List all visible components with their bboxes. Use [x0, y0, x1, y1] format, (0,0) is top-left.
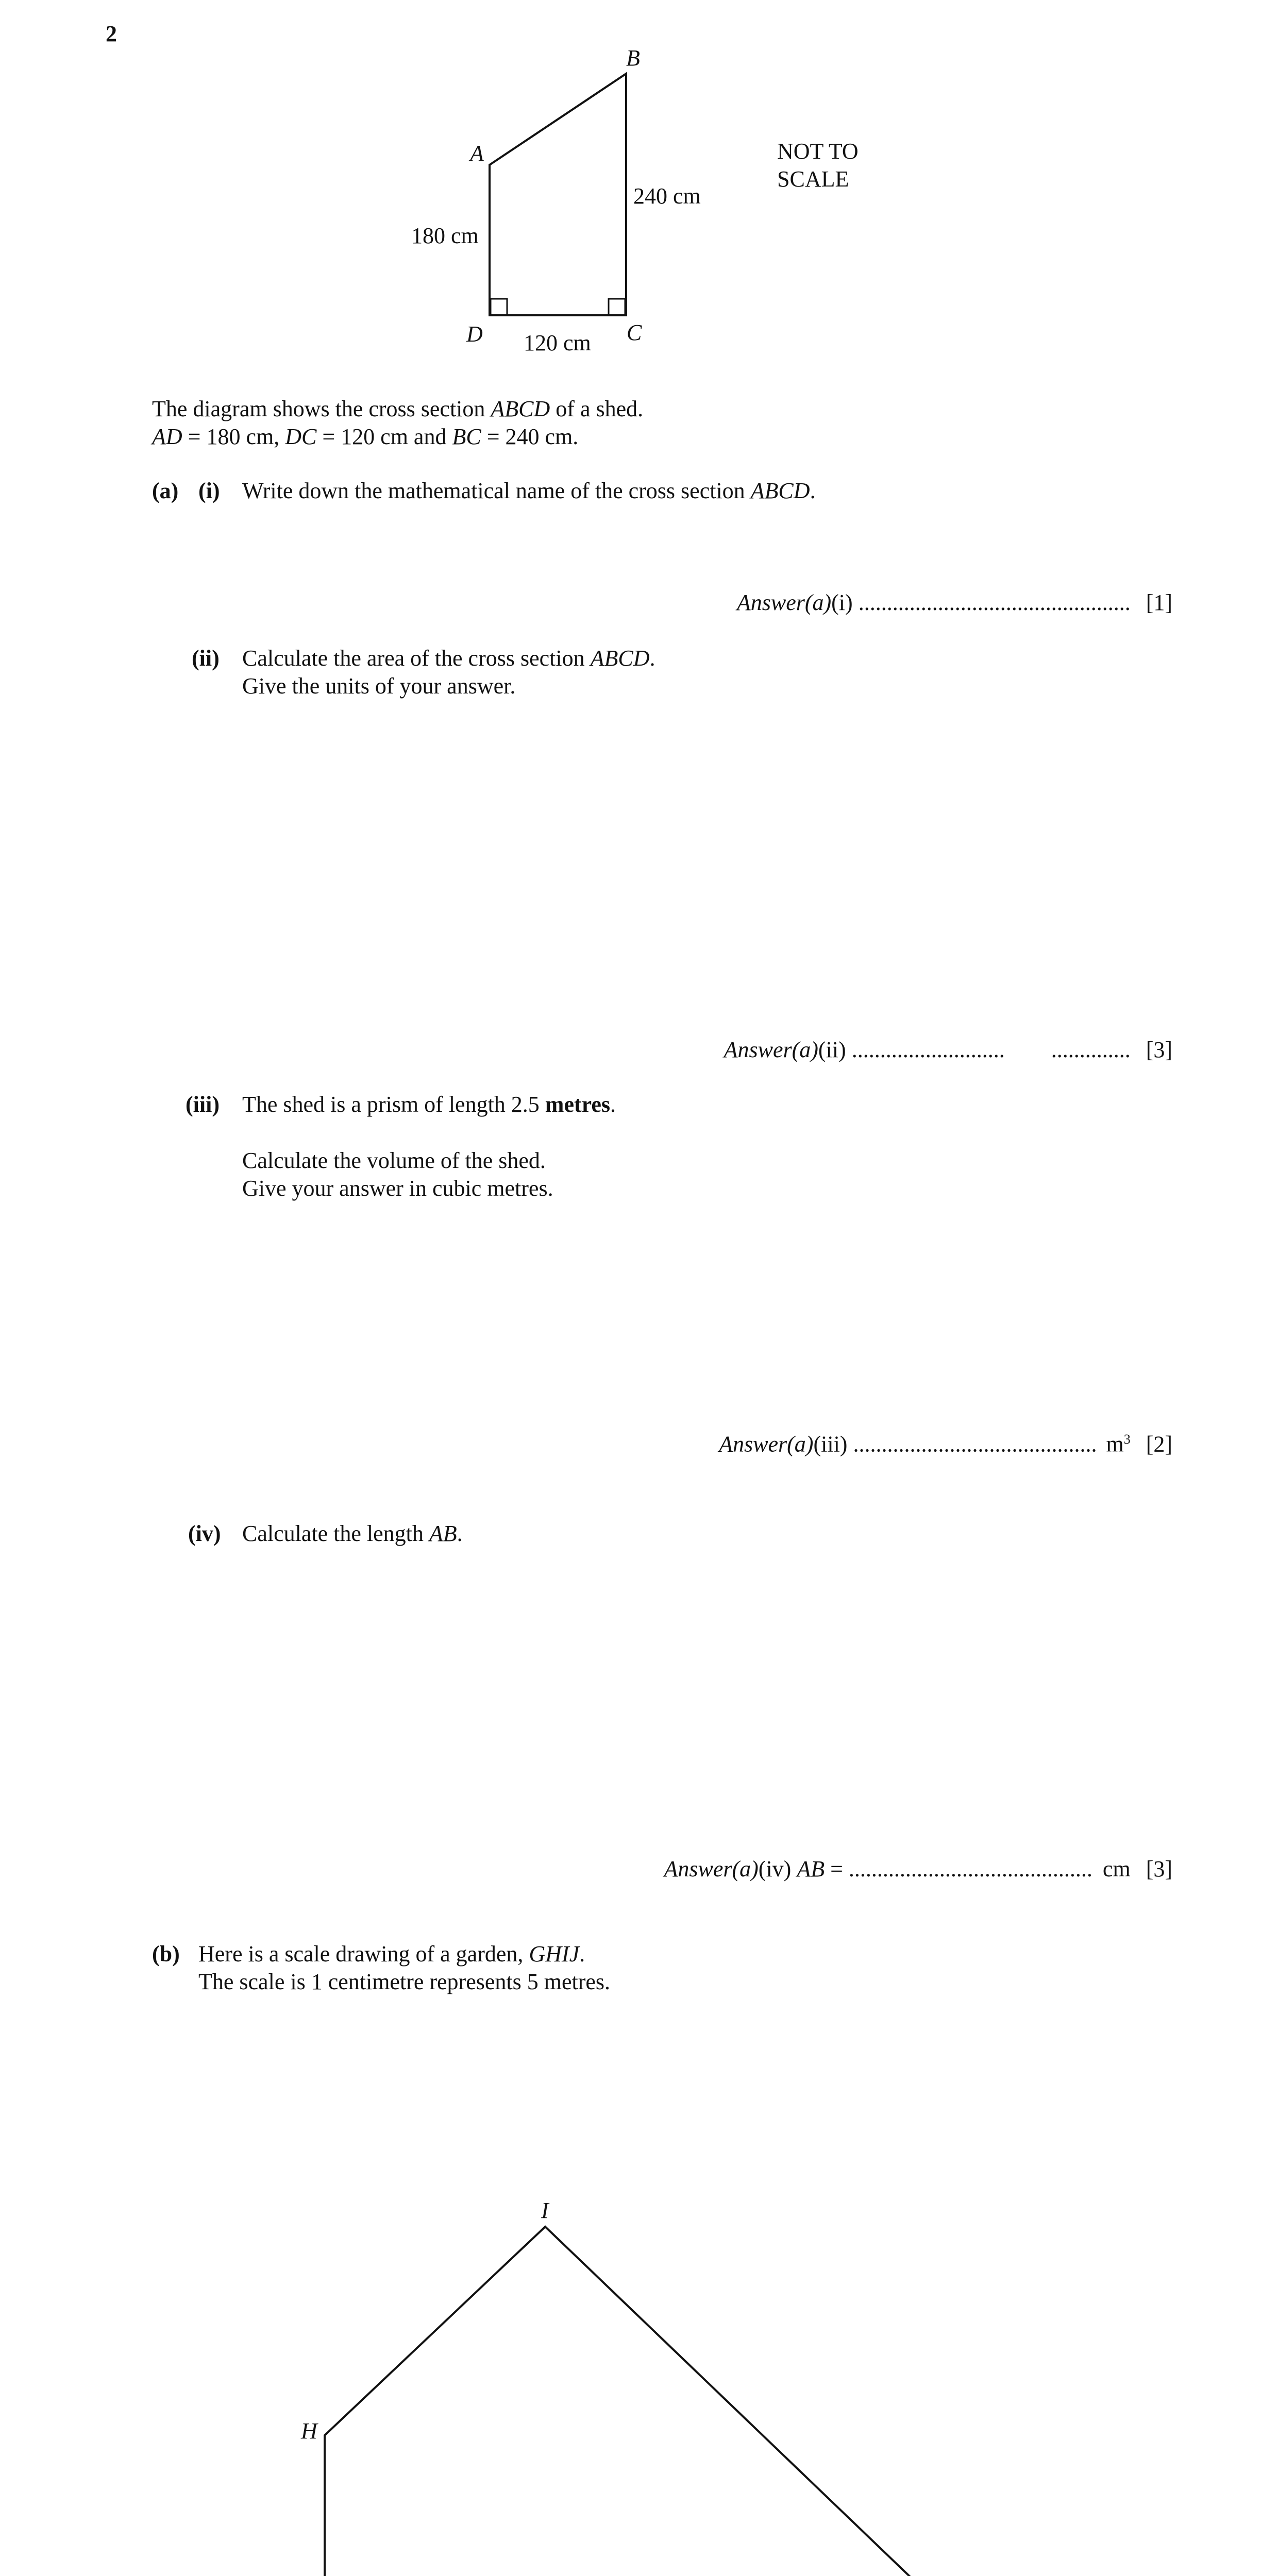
part-a-ii-number: (ii)	[192, 646, 220, 671]
part-a-i-number: (i)	[198, 478, 220, 503]
answer-unit: cm	[1102, 1856, 1131, 1882]
marks-a-ii: [3]	[1146, 1037, 1172, 1062]
answer-a-iv-field[interactable]: ...........................................	[848, 1856, 1092, 1882]
side-label-dc: 120 cm	[524, 330, 591, 355]
question-text: Write down the mathematical name of the cross section	[242, 478, 751, 503]
side-label-ad: 180 cm	[411, 223, 479, 248]
not-to-scale-line1: NOT TO	[777, 139, 859, 164]
answer-a-iii-field[interactable]: ...........................................	[847, 1431, 1097, 1457]
question-end: .	[649, 646, 655, 671]
answer-unit-power: 3	[1123, 1432, 1131, 1447]
question-end: .	[810, 478, 816, 503]
segment-ab: AB	[429, 1521, 457, 1546]
answer-sub: (ii)	[818, 1037, 846, 1062]
question-text: The shed is a prism of length 2.5	[242, 1092, 545, 1117]
intro-text: The diagram shows the cross section	[152, 396, 491, 421]
vertex-label-i: I	[541, 2198, 549, 2223]
segment-dc: DC	[285, 424, 317, 449]
side-label-bc: 240 cm	[633, 183, 701, 209]
marks-a-iii: [2]	[1146, 1431, 1172, 1457]
shape-name: ABCD	[590, 646, 650, 671]
value-bc: = 240 cm.	[481, 424, 579, 449]
intro-shape-name: ABCD	[491, 396, 550, 421]
value-ad: = 180 cm,	[182, 424, 285, 449]
vertex-label-c: C	[627, 320, 642, 345]
part-a-iii-question-2: Calculate the volume of the shed.	[242, 1148, 546, 1173]
part-a-iv-number: (iv)	[188, 1521, 221, 1546]
part-b-question-2: The scale is 1 centimetre represents 5 metres.	[198, 1969, 611, 1994]
answer-prefix: Answer(a)	[736, 590, 832, 615]
question-end: .	[610, 1092, 616, 1117]
garden-name: GHIJ	[529, 1941, 580, 1967]
page-number: 2	[106, 21, 117, 46]
part-b-label: (b)	[152, 1941, 180, 1967]
vertex-label-b: B	[626, 45, 640, 71]
part-a-iii-number: (iii)	[186, 1092, 220, 1117]
marks-a-iv: [3]	[1146, 1856, 1172, 1882]
question-text: Here is a scale drawing of a garden,	[198, 1941, 529, 1967]
answer-unit: m	[1106, 1431, 1124, 1457]
answer-a-ii-units-field[interactable]: ..............	[1051, 1037, 1131, 1062]
intro-text-end: of a shed.	[550, 396, 644, 421]
part-a-ii-question-2: Give the units of your answer.	[242, 673, 516, 699]
question-text: Calculate the length	[242, 1521, 429, 1546]
not-to-scale-line2: SCALE	[777, 166, 849, 192]
segment-ad: AD	[152, 424, 182, 449]
question-text: Calculate the area of the cross section	[242, 646, 591, 671]
answer-prefix: Answer(a)	[724, 1037, 818, 1062]
shape-name: ABCD	[750, 478, 810, 503]
answer-prefix: Answer(a)	[719, 1431, 814, 1457]
vertex-label-h: H	[301, 2418, 317, 2444]
part-a-label: (a)	[152, 478, 179, 503]
answer-sub: (iii)	[813, 1431, 848, 1457]
answer-equals: =	[825, 1856, 849, 1882]
question-end: .	[579, 1941, 585, 1967]
answer-a-i-field[interactable]: ................................................	[852, 590, 1131, 615]
answer-sub: (iv)	[758, 1856, 797, 1882]
value-dc: = 120 cm and	[316, 424, 452, 449]
emphasis-metres: metres	[545, 1092, 611, 1117]
garden-ghij	[325, 2227, 953, 2576]
answer-sub: (i)	[831, 590, 853, 615]
vertex-label-d: D	[466, 321, 483, 347]
answer-a-ii-field[interactable]: ...........................	[846, 1037, 1005, 1062]
marks-a-i: [1]	[1146, 590, 1172, 615]
segment-bc: BC	[452, 424, 481, 449]
answer-prefix: Answer(a)	[664, 1856, 759, 1882]
part-a-iii-question-3: Give your answer in cubic metres.	[242, 1176, 553, 1201]
answer-segment-ab: AB	[797, 1856, 825, 1882]
vertex-label-a: A	[470, 141, 484, 166]
question-end: .	[457, 1521, 463, 1546]
